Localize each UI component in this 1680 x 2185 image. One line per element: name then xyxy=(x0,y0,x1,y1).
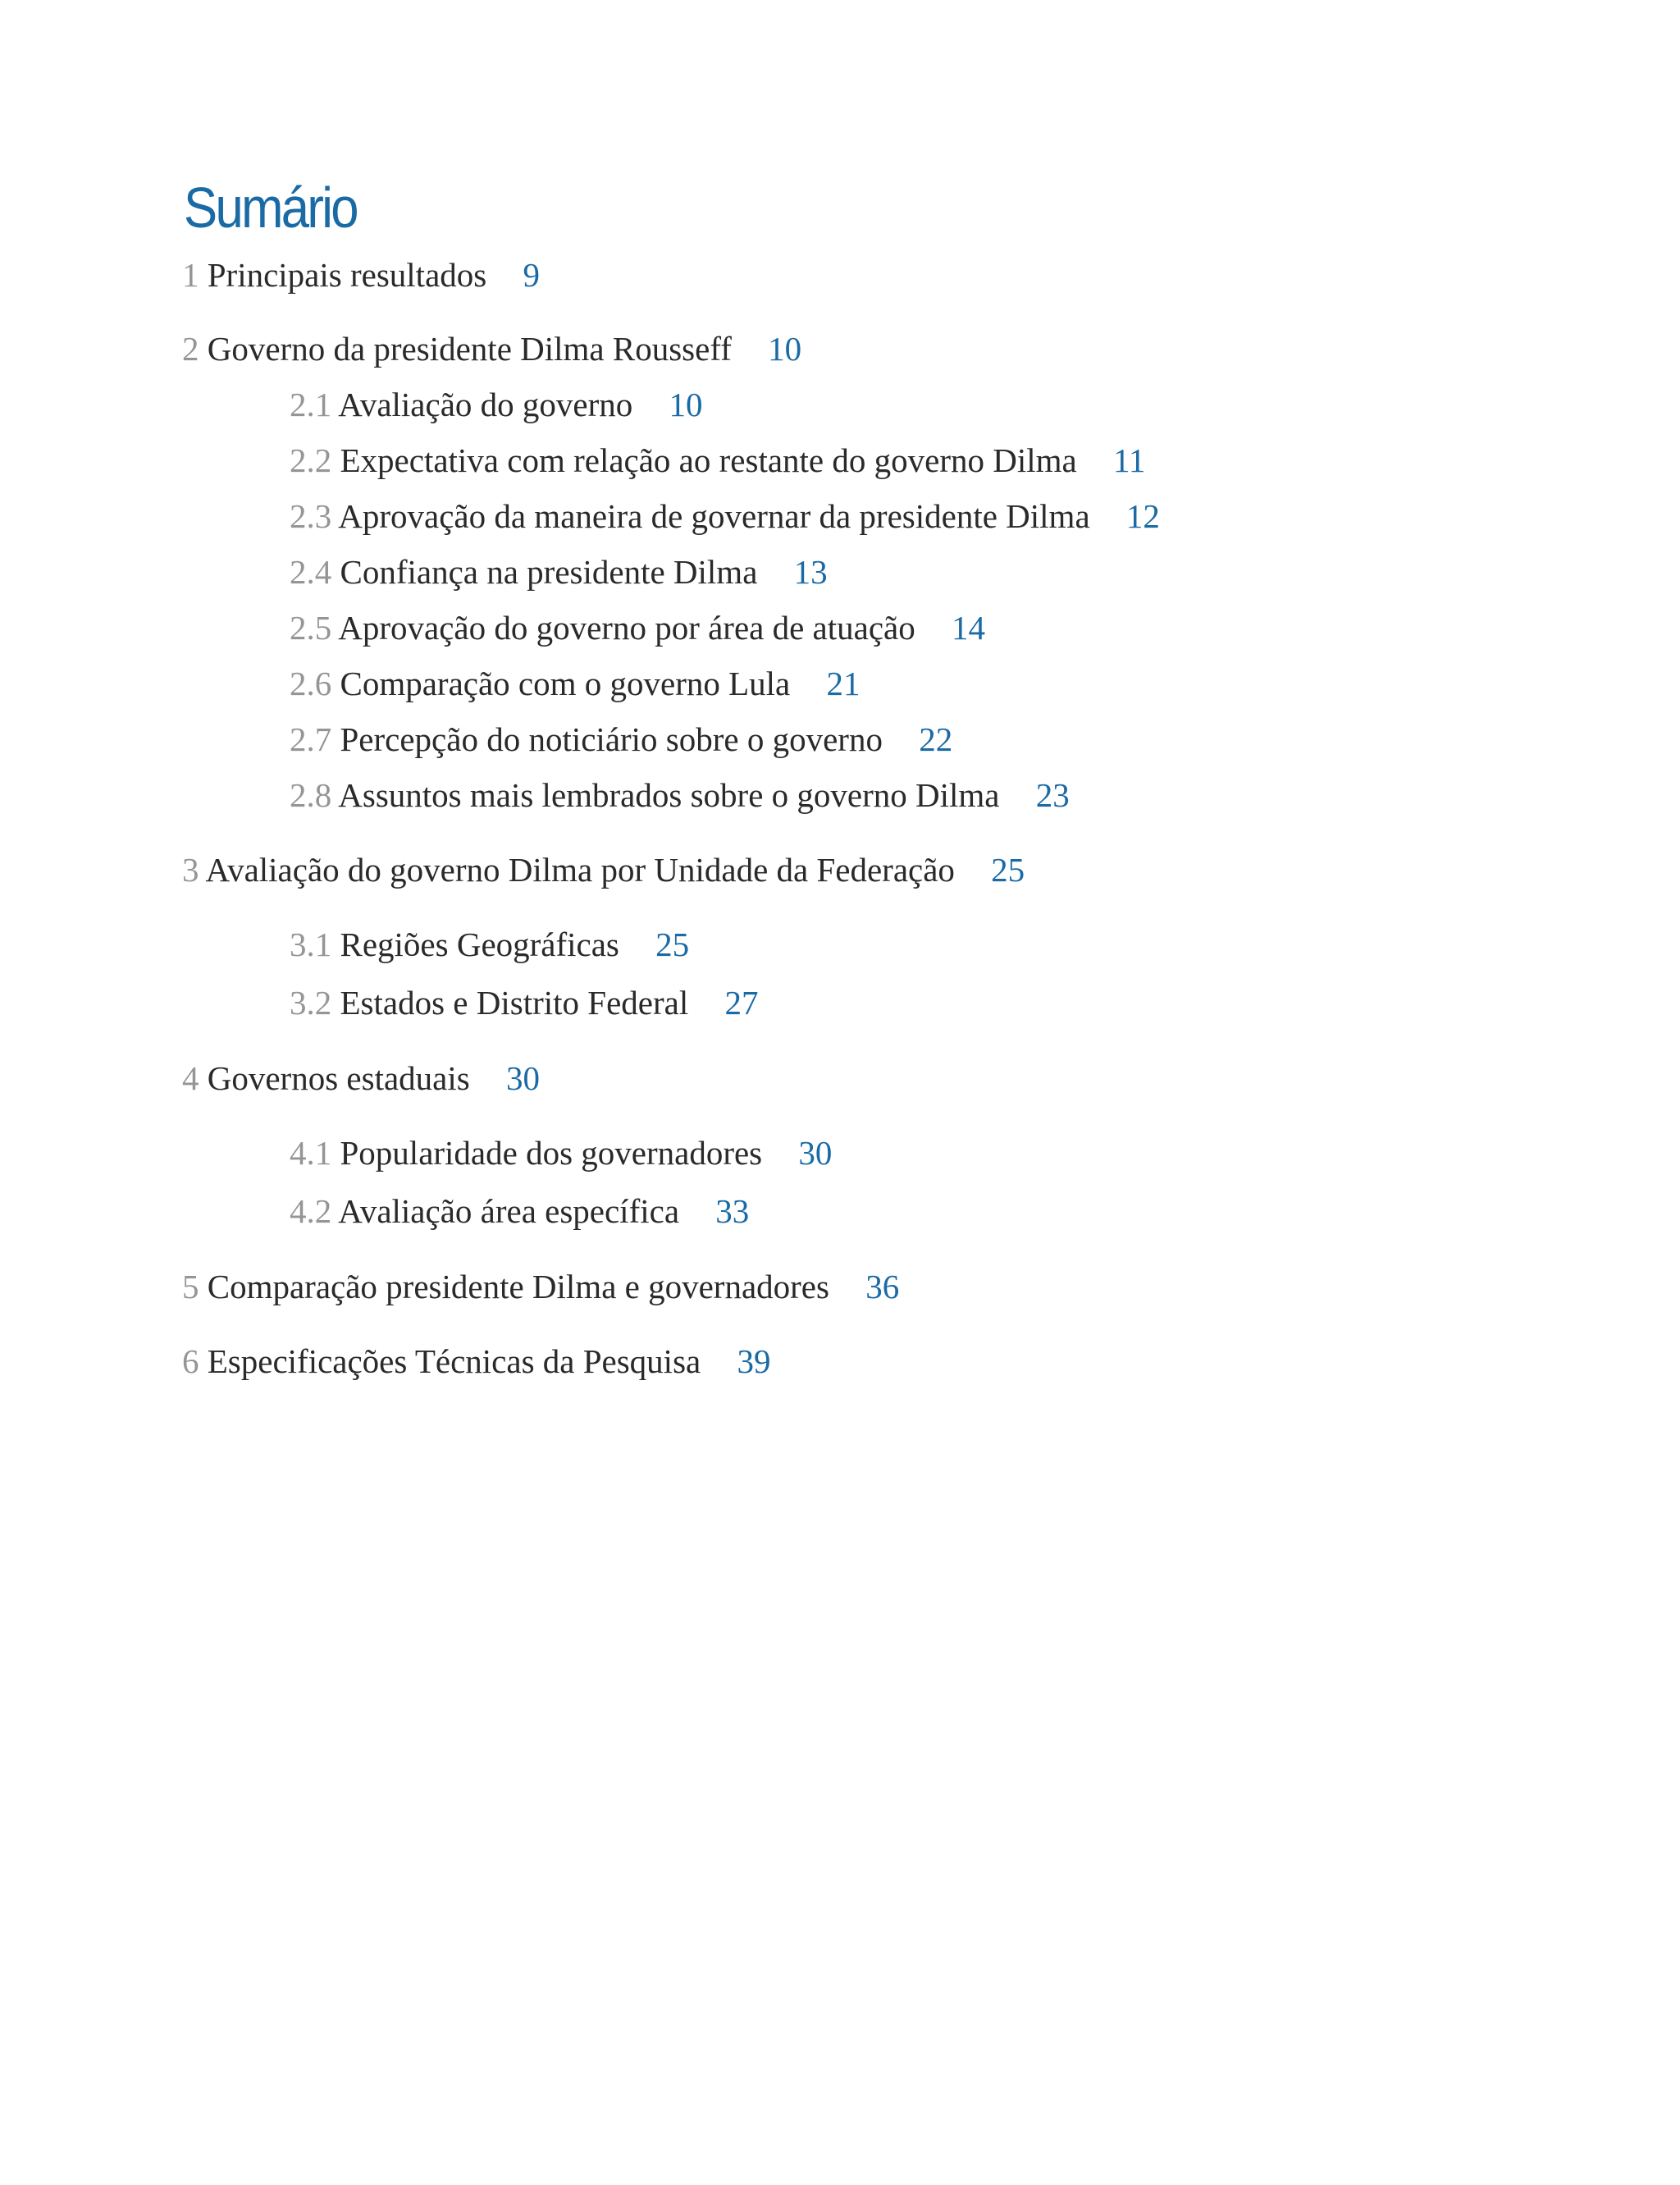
toc-entry-page: 36 xyxy=(865,1268,900,1305)
toc-entry-label: Comparação com o governo Lula xyxy=(340,665,791,702)
toc-entry-6[interactable] xyxy=(182,1337,770,1386)
toc-entry-page: 23 xyxy=(1035,776,1070,814)
toc-entry-3-1[interactable] xyxy=(290,920,689,969)
toc-entry-2-1[interactable] xyxy=(290,380,703,429)
toc-entry-page: 27 xyxy=(724,984,759,1022)
toc-entry-number: 2.6 xyxy=(290,665,332,702)
toc-entry-number: 4.1 xyxy=(290,1134,332,1172)
toc-entry-3-2[interactable] xyxy=(290,978,758,1027)
page-title: Sumário xyxy=(184,176,357,240)
toc-entry-page: 25 xyxy=(991,851,1025,889)
toc-entry-number: 2.3 xyxy=(290,497,332,535)
toc-entry-label: Aprovação da maneira de governar da presidente Dilma xyxy=(338,497,1090,535)
toc-entry-label: Avaliação do governo xyxy=(338,386,633,423)
toc-entry-number: 3 xyxy=(182,851,199,889)
toc-entry-page: 10 xyxy=(768,330,802,368)
toc-entry-2-8[interactable] xyxy=(290,770,1070,820)
toc-entry-number: 2.4 xyxy=(290,553,332,591)
toc-entry-page: 30 xyxy=(505,1059,540,1097)
toc-entry-number: 5 xyxy=(182,1268,199,1305)
toc-entry-number: 2.8 xyxy=(290,776,332,814)
toc-entry-label: Assuntos mais lembrados sobre o governo Dilma xyxy=(338,776,1000,814)
toc-entry-label: Avaliação área específica xyxy=(338,1192,680,1230)
toc-entry-number: 2.7 xyxy=(290,720,332,758)
toc-entry-page: 12 xyxy=(1125,497,1160,535)
toc-entry-number: 2.2 xyxy=(290,441,332,479)
toc-entry-2-6[interactable] xyxy=(290,659,861,708)
toc-entry-4-1[interactable] xyxy=(290,1128,832,1177)
toc-entry-2-4[interactable] xyxy=(290,547,828,597)
toc-entry-page: 11 xyxy=(1112,441,1146,479)
toc-entry-page: 9 xyxy=(523,256,540,294)
toc-entry-1[interactable] xyxy=(182,250,540,299)
toc-entry-page: 33 xyxy=(715,1192,750,1230)
toc-entry-label: Regiões Geográficas xyxy=(340,926,619,963)
toc-entry-label: Governo da presidente Dilma Rousseff xyxy=(207,330,732,368)
toc-entry-label: Especificações Técnicas da Pesquisa xyxy=(207,1342,701,1380)
toc-entry-2-5[interactable] xyxy=(290,603,985,652)
toc-entry-number: 4 xyxy=(182,1059,199,1097)
toc-entry-5[interactable] xyxy=(182,1262,899,1311)
toc-entry-label: Avaliação do governo Dilma por Unidade da Federação xyxy=(205,851,955,889)
toc-entry-label: Popularidade dos governadores xyxy=(340,1134,763,1172)
toc-entry-page: 14 xyxy=(952,609,985,647)
toc-entry-3[interactable] xyxy=(182,845,1025,894)
toc-entry-2[interactable] xyxy=(182,324,801,373)
toc-entry-label: Expectativa com relação ao restante do governo Dilma xyxy=(340,441,1077,479)
toc-entry-number: 6 xyxy=(182,1342,199,1380)
toc-entry-page: 13 xyxy=(793,553,828,591)
toc-entry-page: 25 xyxy=(655,926,690,963)
toc-entry-4-2[interactable] xyxy=(290,1186,749,1236)
toc-entry-label: Estados e Distrito Federal xyxy=(340,984,689,1022)
toc-entry-page: 22 xyxy=(919,720,953,758)
toc-entry-2-2[interactable] xyxy=(290,436,1145,485)
toc-entry-label: Principais resultados xyxy=(207,256,487,294)
toc-entry-number: 2.1 xyxy=(290,386,332,423)
toc-entry-number: 2 xyxy=(182,330,199,368)
toc-entry-label: Comparação presidente Dilma e governadores xyxy=(207,1268,829,1305)
toc-entry-label: Confiança na presidente Dilma xyxy=(340,553,758,591)
toc-entry-number: 3.1 xyxy=(290,926,332,963)
toc-entry-number: 1 xyxy=(182,256,199,294)
toc-entry-2-7[interactable] xyxy=(290,715,952,764)
toc-entry-number: 4.2 xyxy=(290,1192,332,1230)
toc-entry-page: 30 xyxy=(798,1134,833,1172)
toc-entry-label: Aprovação do governo por área de atuação xyxy=(338,609,915,647)
toc-entry-page: 10 xyxy=(669,386,703,423)
toc-entry-label: Governos estaduais xyxy=(207,1059,470,1097)
toc-entry-2-3[interactable] xyxy=(290,491,1160,541)
toc-entry-label: Percepção do noticiário sobre o governo xyxy=(340,720,883,758)
toc-entry-page: 21 xyxy=(826,665,861,702)
toc-entry-number: 3.2 xyxy=(290,984,332,1022)
toc-entry-page: 39 xyxy=(737,1342,771,1380)
toc-entry-number: 2.5 xyxy=(290,609,332,647)
toc-entry-4[interactable] xyxy=(182,1054,540,1103)
